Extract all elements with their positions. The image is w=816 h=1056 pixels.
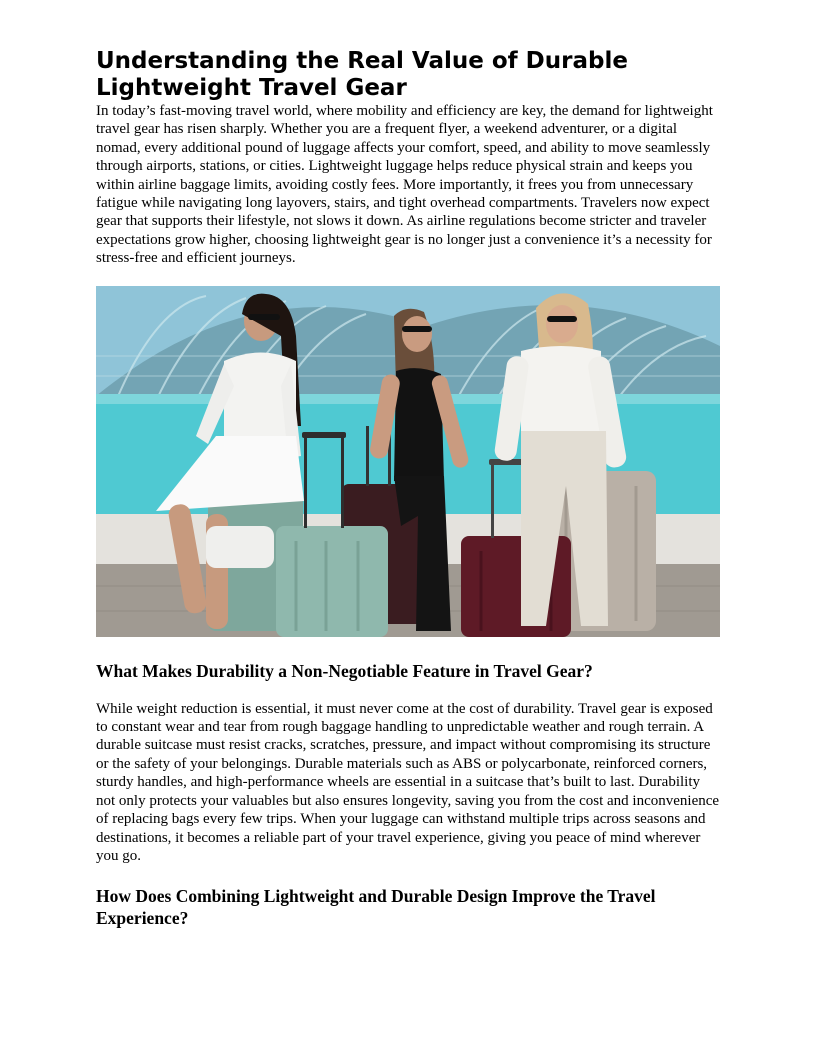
intro-paragraph: In today’s fast-moving travel world, where mobility and efficiency are key, the demand for lightweight travel gear has risen sharply. Whether you are a frequent flyer, a weekend adventurer, or a digital nomad, every additional pound of luggage affects your comfort, speed, and ability to move seamlessly through airports, stations, or cities. Lightweight luggage helps reduce physical strain and keeps you within airline baggage limits, avoiding costly fees. More importantly, it frees you from unnecessary fatigue while navigating long layovers, stairs, and tight overhead compartments. Travelers now expect gear that supports their lifestyle, not slows it down. As airline regulations become stricter and traveler expectations grow higher, choosing lightweight gear is no longer just a convenience it’s a necessity for stress-free and efficient journeys. [96,103,713,267]
section-heading-combined: How Does Combining Lightweight and Durable Design Improve the Travel Experience? [96,886,656,929]
section-heading-durability: What Makes Durability a Non-Negotiable Feature in Travel Gear? [96,660,593,681]
travel-photo [96,286,720,637]
mint-suitcase-front [276,526,388,637]
article-title: Understanding the Real Value of Durable Lightweight Travel Gear [96,48,628,101]
durability-paragraph: While weight reduction is essential, it must never come at the cost of durability. Travel gear is exposed to constant wear and tear from rough baggage handling to unpredictable weather and rough terrain. A durable suitcase must resist cracks, scratches, pressure, and impact without compromising its structure or the safety of your belongings. Durable materials such as ABS or polycarbonate, reinforced corners, sturdy handles, and high-performance wheels are essential in a suitcase that’s built to last. Durability not only protects your valuables but also ensures longevity, saving you from the cost and inconvenience of replacing bags every few trips. When your luggage can withstand multiple trips across seasons and destinations, it becomes a reliable part of your travel experience, giving you peace of mind wherever you go. [96,700,720,864]
document-page [96,48,720,929]
